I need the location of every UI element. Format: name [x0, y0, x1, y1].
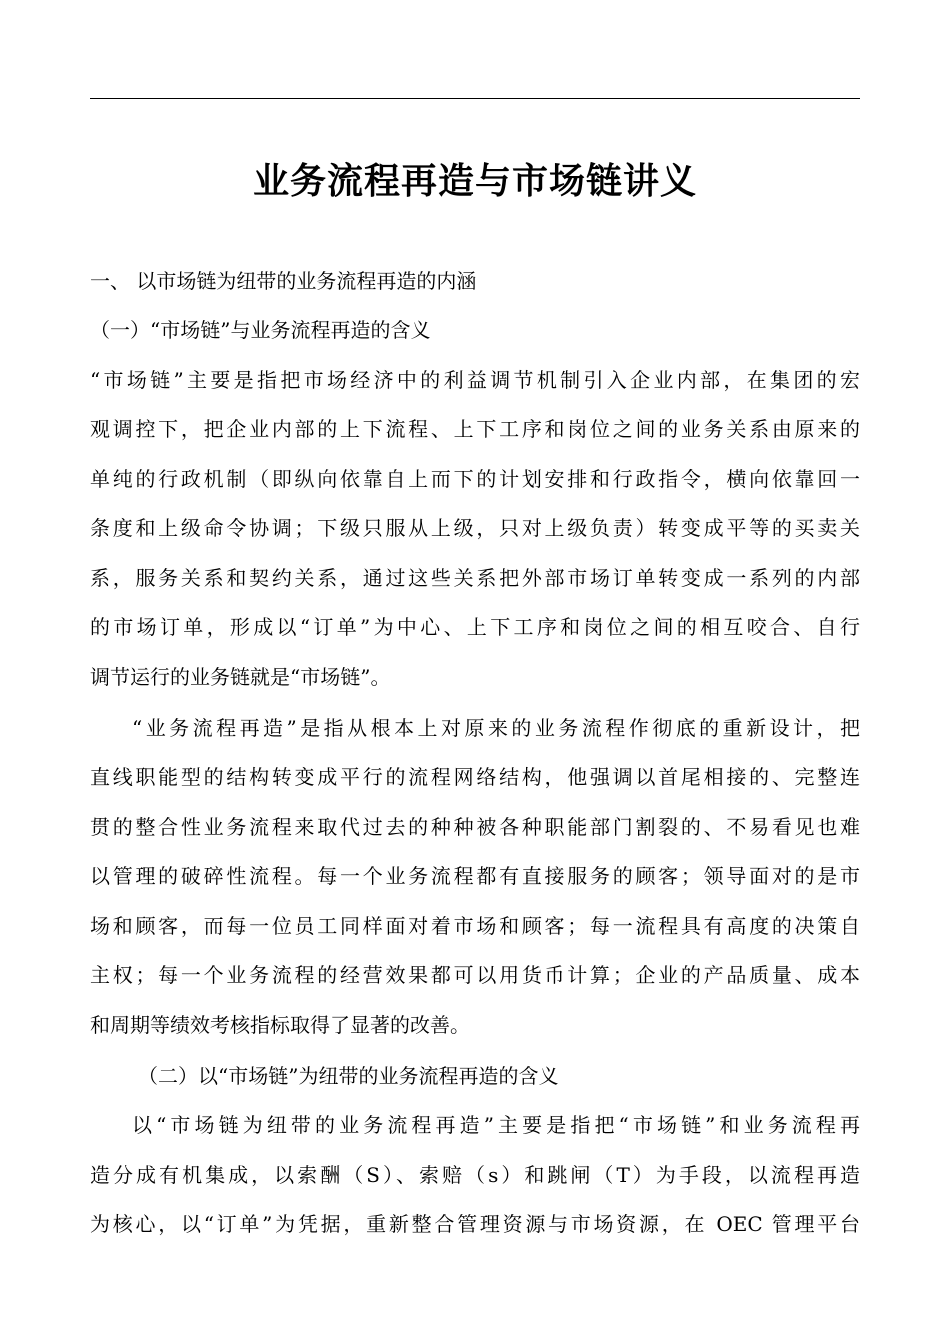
paragraph-line: 系，服务关系和契约关系，通过这些关系把外部市场订单转变成一系列的内部: [90, 566, 860, 590]
paragraph-line: 和周期等绩效考核指标取得了显著的改善。: [90, 1013, 470, 1037]
paragraph-line: 以管理的破碎性流程。每一个业务流程都有直接服务的顾客；领导面对的是市: [90, 864, 860, 888]
paragraph-line: 观调控下，把企业内部的上下流程、上下工序和岗位之间的业务关系由原来的: [90, 417, 860, 441]
document-title: 业务流程再造与市场链讲义: [252, 161, 697, 202]
paragraph-line: 场和顾客，而每一位员工同样面对着市场和顾客；每一流程具有高度的决策自: [90, 914, 860, 938]
subsection-heading: （二）以“市场链”为纽带的业务流程再造的含义: [138, 1064, 559, 1088]
paragraph-line: 主权；每一个业务流程的经营效果都可以用货币计算；企业的产品质量、成本: [90, 963, 860, 987]
paragraph-line: 直线职能型的结构转变成平行的流程网络结构，他强调以首尾相接的、完整连: [90, 765, 860, 789]
paragraph-line: 以“市场链为纽带的业务流程再造”主要是指把“市场链”和业务流程再: [132, 1113, 860, 1137]
section-heading: 一、 以市场链为纽带的业务流程再造的内涵: [90, 269, 477, 293]
paragraph-line: 造分成有机集成，以索酬（S）、索赔（s）和跳闸（T）为手段，以流程再造: [90, 1163, 860, 1187]
header-rule: [90, 98, 860, 99]
paragraph-line: 贯的整合性业务流程来取代过去的种种被各种职能部门割裂的、不易看见也难: [90, 815, 860, 839]
paragraph-line: “市场链”主要是指把市场经济中的利益调节机制引入企业内部，在集团的宏: [90, 368, 860, 392]
paragraph-line: 为核心，以“订单”为凭据，重新整合管理资源与市场资源，在 OEC 管理平台: [90, 1212, 860, 1236]
subsection-heading: （一）“市场链”与业务流程再造的含义: [90, 318, 431, 342]
paragraph-line: 的市场订单，形成以“订单”为中心、上下工序和岗位之间的相互咬合、自行: [90, 615, 860, 639]
paragraph-line: “业务流程再造”是指从根本上对原来的业务流程作彻底的重新设计，把: [132, 716, 860, 740]
paragraph-line: 条度和上级命令协调；下级只服从上级，只对上级负责）转变成平等的买卖关: [90, 516, 860, 540]
paragraph-line: 单纯的行政机制（即纵向依靠自上而下的计划安排和行政指令，横向依靠回一: [90, 467, 860, 491]
paragraph-line: 调节运行的业务链就是“市场链”。: [90, 665, 391, 689]
